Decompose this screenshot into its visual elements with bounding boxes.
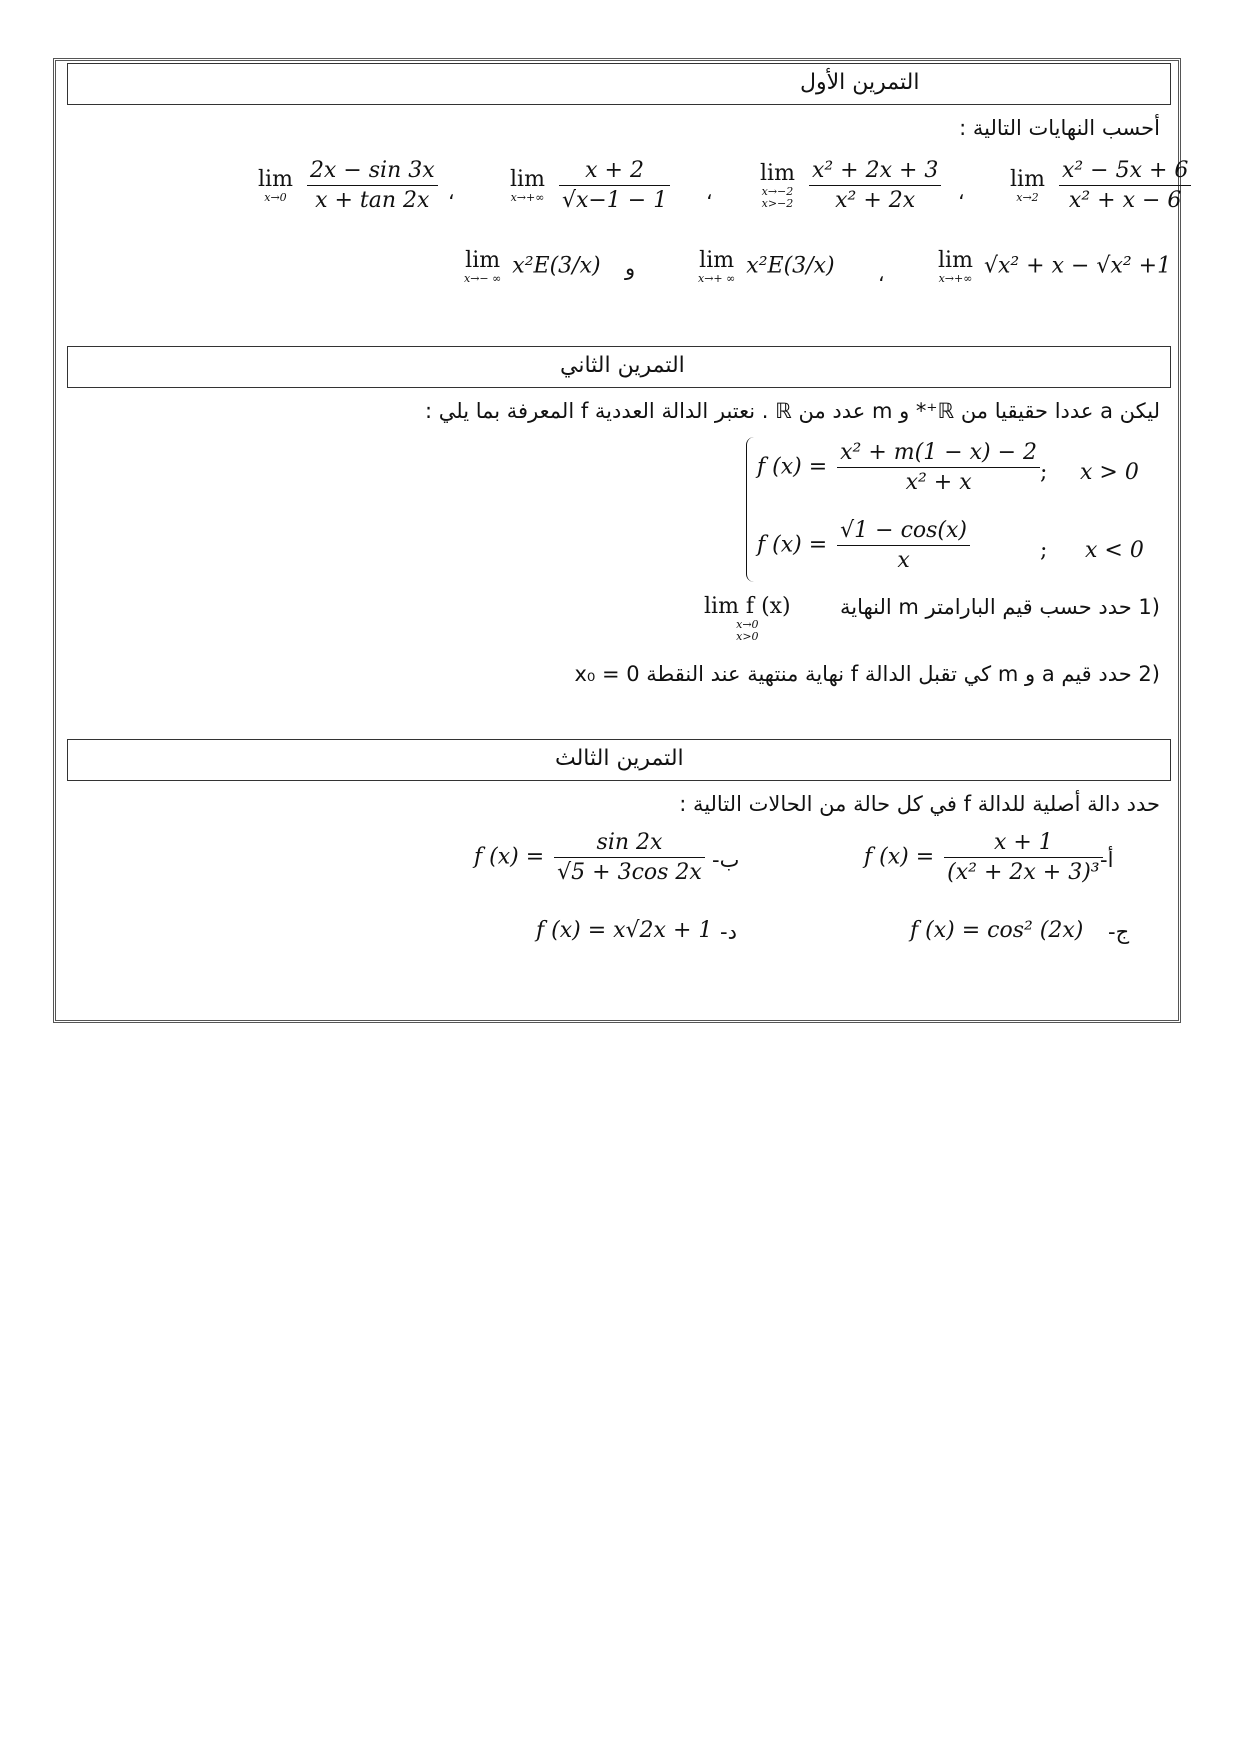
ex3-instruction: حدد دالة أصلية للدالة f في كل حالة من الحالات التالية : [679,792,1160,816]
ex3-case-a: f (x) = $\frac{x + 1}{\text{(x² + 2x + 3)³}}$ [864,830,1106,885]
ex3-case-c: f (x) = cos² (2x) [910,918,1084,943]
ex3-title: التمرين الثالث [555,746,684,771]
ex2-intro: ليكن a عددا حقيقيا من ℝ⁺* و m عدد من ℝ . نعتبر الدالة العددية f المعرفة بما يلي : [424,399,1160,423]
ex1-limit-7: lim x→− ∞ x²E(3/x) [464,248,601,285]
ex2-case-1-cond: x > 0 [1080,460,1139,485]
ex1-limit-2: lim x→−2 x>−2 $\frac{\text{x² + 2x + 3}}{\text{x² + 2x}}$ [760,158,944,213]
ex3-label-c: ج- [1108,920,1130,944]
ex1-conj: و [625,256,636,280]
ex1-limit-4: lim x→0 $\frac{2x - \sin 3x}{x + \tan 2x}$ [258,158,441,213]
ex2-question-1: (1 حدد حسب قيم البارامتر m النهاية [839,595,1160,619]
ex1-limit-1: lim x→2 $\frac{\text{x² − 5x + 6}}{\text{x² + x − 6}}$ [1010,158,1194,213]
ex1-header-box [67,63,1171,105]
ex1-sep-1: ، [958,180,965,204]
ex2-title: التمرين الثاني [560,353,685,378]
ex1-title: التمرين الأول [800,70,920,95]
ex1-limit-6: lim x→+ ∞ x²E(3/x) [698,248,835,285]
ex1-sep-2: ، [706,180,713,204]
ex3-case-b: f (x) = $\frac{\sin 2x}{√5 + 3\cos 2x}$ [474,830,708,885]
ex2-question-1-limit: lim f (x) x→0 x>0 [704,594,791,643]
ex2-case-2-cond: x < 0 [1085,538,1144,563]
ex3-label-d: د- [720,920,737,944]
ex1-sep-3: ، [448,180,455,204]
ex3-label-b: ب- [712,848,740,872]
ex2-case-1-semi: ; [1040,460,1048,485]
ex2-case-1: f (x) = $\frac{\text{x² + m(1 − x) − 2}}{\text{x² + x}}$ [757,440,1043,495]
ex1-instruction: أحسب النهايات التالية : [959,116,1160,140]
ex2-case-2-semi: ; [1040,538,1048,563]
ex2-case-2: f (x) = $\frac{√1 - \cos(x)}{x}$ [757,518,973,573]
ex2-question-2: (2 حدد قيم a و m كي تقبل الدالة f نهاية منتهية عند النقطة x₀ = 0 [574,662,1160,686]
ex3-label-a: أ- [1100,848,1114,872]
ex1-sep-4: ، [878,262,885,286]
ex3-case-d: f (x) = x√2x + 1 [536,918,713,943]
ex2-piecewise-brace [746,437,757,582]
ex1-limit-3: lim x→+∞ $\frac{x + 2}{√x-1 - 1}$ [510,158,673,213]
ex1-limit-5: lim x→+∞ √x² + x − √x² +1 [938,248,1172,285]
